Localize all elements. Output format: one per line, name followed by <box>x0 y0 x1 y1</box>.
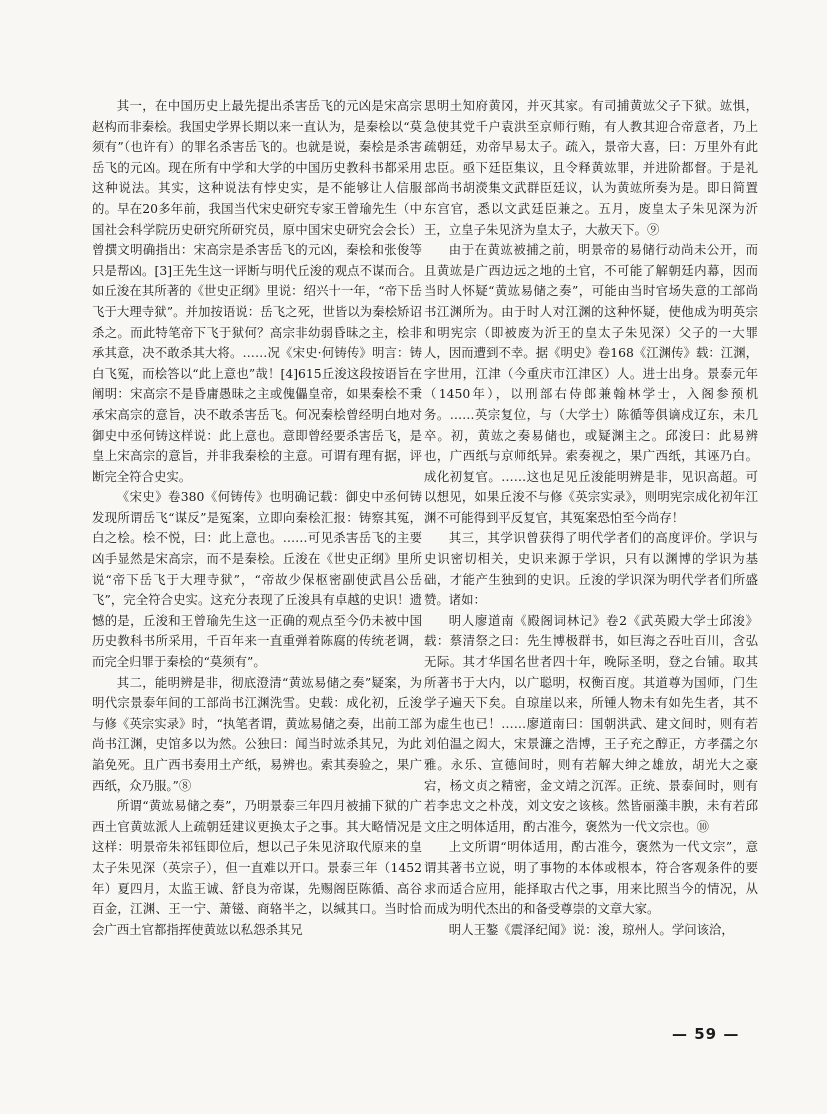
paragraph: 其一，在中国历史上最先提出杀害岳飞的元凶是宋高宗赵构而非秦桧。我国史学界长期以来一直认为，是秦桧以“莫须有”（也许有）的罪名杀害岳飞的。也就是说，秦桧是杀害岳飞的元凶。现在所有中学和大学的中国历史教科书都采用这种说法。其实，这种说法有悖史实，是不能够让人信服的。早在20多年前，我国当代宋史研究专家王曾瑜先生（中国社会科学院历史研究所研究员，原中国宋史研究会会长）曾撰文明确指出：宋高宗是杀害岳飞的元凶，秦桧和张俊等只是帮凶。[3]王先生这一评断与明代丘浚的观点不谋而合。如丘浚在其所著的《世史正纲》里说：绍兴十一年，“帝下岳飞于大理寺狱”。并加按语说：岳飞之死，世皆以为秦桧矫诏杀之。而此特笔帝下飞于狱何？高宗非幼弱昏昧之主，桧非承其意，决不敢杀其大将。……况《宋史·何铸传》明言：铸白飞冤，而桧答以“此上意也”哉！[4]615丘浚这段按语旨在阐明：宋高宗不是昏庸愚昧之主或傀儡皇帝，如果秦桧不秉承宋高宗的意旨，决不敢杀害岳飞。何况秦桧曾经明白地对御史中丞何铸这样说：此上意也。意即曾经要杀害岳飞，是皇上宋高宗的意旨，并非我秦桧的主意。可谓有理有据，评断完全符合史实。 <box>92 98 422 484</box>
page-number: — 59 — <box>672 1025 740 1043</box>
paragraph: 明人王鏊《震泽纪闻》说：浚，琼州人。学问该洽， <box>448 921 734 937</box>
right-text-column <box>424 96 758 940</box>
paragraph: 其三，其学识曾获得了明代学者们的高度评价。学识与史识密切相关，史识来源于学识，只有以渊博的学识为基础，才能产生独到的史识。丘浚的学识深为明代学者们所盛赞。诸如： <box>424 530 758 608</box>
paragraph: 由于在黄竑被捕之前，明景帝的易储行动尚未公开，而且黄竑是广西边远之地的土官，不可能了解朝廷内幕，因而当时人怀疑“黄竑易储之奏”，可能由当时官场失意的工部尚书江渊所为。由于时人对江渊的这种怀疑，使他成为明英宗和明宪宗（即被废为沂王的皇太子朱见深）父子的一大罪人，因而遭到不幸。据《明史》卷168《江渊传》载：江渊，字世用，江津（今重庆市江津区）人。进士出身。景泰元年（1450年），以刑部右侍郎兼翰林学士，入阁参预机务。……英宗复位，与（大学士）陈循等俱谪戍辽东，未几卒。初，黄竑之奏易储也，或疑渊主之。邱浚曰：此易辨也，广西纸与京师纸异。索奏视之，果广西纸，其诬乃白。成化初复官。……这也足见丘浚能明辨是非，见识高超。可以想见，如果丘浚不与修《英宗实录》，则明宪宗成化初年江渊不可能得到平反复官，其冤案恐怕至今尚存！ <box>424 242 758 525</box>
paragraph: 其二，能明辨是非，彻底澄清“黄竑易储之奏”疑案，为明代宗景泰年间的工部尚书江渊洗雪。史载：成化初，丘浚与修《英宗实录》时，“执笔者谓，黄竑易储之奏，出前工部尚书江渊，史馆多以为然。公独曰：闻当时竑杀其兄，为此諂免死。且广西书奏用土产纸，易辨也。索其奏验之，果广西纸，众乃服。”⑧ <box>92 674 422 793</box>
left-text-column <box>92 96 422 940</box>
paragraph-continuation: 思明土知府黄冈，并灭其家。有司捕黄竑父子下狱。竑惧，急使其党千户袁洪至京师行贿，有人教其迎合帝意者，乃上疏朝廷，劝帝早易太子。疏入，景帝大喜，曰：万里外有此忠臣。亟下廷臣集议，且令释黄竑罪，并进阶都督。于是礼部尚书胡濙集文武群臣廷议，认为黄竑所奏为是。即日简置东宫官，悉以文武廷臣兼之。五月，废皇太子朱见深为沂王，立皇子朱见济为皇太子，大赦天下。⑨ <box>424 98 758 237</box>
paragraph: 所谓“黄竑易储之奏”，乃明景泰三年四月被捕下狱的广西土官黄竑派人上疏朝廷建议更换太子之事。其大略情况是这样：明景帝朱祁钰即位后，想以己子朱见济取代原来的皇太子朱见深（英宗子），但一直难以开口。景泰三年（1452年）夏四月，太监王诚、舒良为帝谋，先赐阁臣陈循、高谷百金，江渊、王一宁、萧镃、商辂半之，以缄其口。当时恰会广西土官都指挥使黄竑以私怨杀其兄 <box>92 798 422 937</box>
paragraph: 《宋史》卷380《何铸传》也明确记载：御史中丞何铸发现所谓岳飞“谋反”是冤案，立即向秦桧汇报：铸察其冤，白之桧。桧不悦，曰：此上意也。……可见杀害岳飞的主要凶手显然是宋高宗，而不是秦桧。丘浚在《世史正纲》里所说“帝下岳飞于大理寺狱”，“帝故少保枢密副使武昌公岳飞”，完全符合史实。这充分表现了丘浚具有卓越的史识！遗憾的是，丘浚和王曾瑜先生这一正确的观点至今仍未被中国历史教科书所采用，千百年来一直重弹着陈腐的传统老调，而完全归罪于秦桧的“莫须有”。 <box>92 489 422 670</box>
paragraph: 上文所谓“明体适用，酌古准今，褒然为一代文宗”，意谓其著书立说，明了事物的本体或根本，符合客观条件的要求而适合应用，能择取古代之事，用来比照当今的情况，从而成为明代杰出的和备受尊崇的文章大家。 <box>424 839 758 917</box>
paragraph: 明人廖道南《殿阁词林记》卷2《武英殿大学士邱浚》载：蔡清祭之曰：先生博极群书，如巨海之吞吐百川，含弘无际。其才华国名世者四十年，晚际圣明，登之台铺。取其所著书于大内，以广聪明，权衡百度。其道尊为国师，门生学子遍天下矣。自琼崖以来，所锺人物未有如先生者，其不为虚生也已！……廖道南曰：国朝洪武、建文间时，则有若刘伯温之闳大，宋景濂之浩博，王子充之醇正，方孝孺之尔雅。永乐、宣德间时，则有若解大绅之雄放，胡光大之豪宕，杨文贞之精密，金文靖之沉浑。正统、景泰间时，则有若李忠文之朴茂，刘文安之该核。然皆丽藻丰腴，未有若邱文庄之明体适用，酌古准今，褒然为一代文宗也。⑩ <box>424 612 758 834</box>
